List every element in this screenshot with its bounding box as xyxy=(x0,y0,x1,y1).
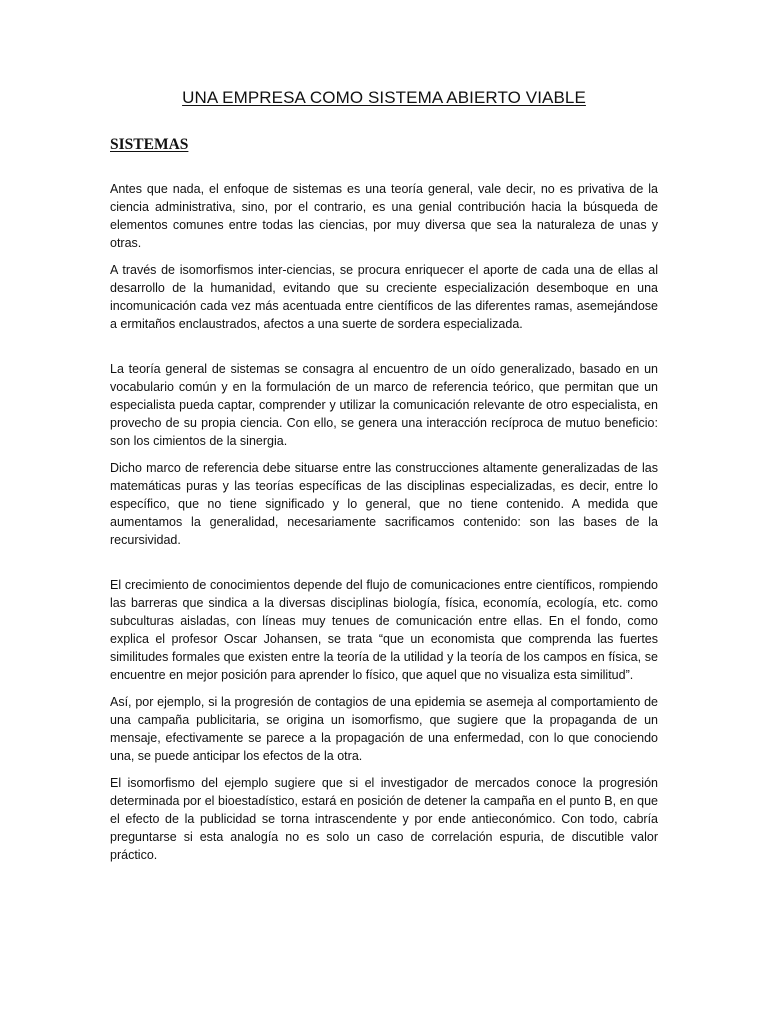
paragraph: Dicho marco de referencia debe situarse entre las construcciones altamente generalizadas de las matemáticas puras y las teorías específicas de las disciplinas especializadas, es decir, entre lo específico, que no tiene significado y lo general, que no tiene contenido. A medida que aumentamos la generalidad, necesariamente sacrificamos contenido: son las bases de la recursividad. xyxy=(110,461,658,547)
paragraph: El crecimiento de conocimientos depende del flujo de comunicaciones entre científicos, rompiendo las barreras que sindica a la diversas disciplinas biología, física, economía, ecología, etc. como subculturas aisladas, con líneas muy tenues de comunicación entre ellas. En el fondo, como explica el profesor Oscar Johansen, se trata “que un economista que comprenda las fuertes similitudes formales que existen entre la teoría de la utilidad y la teoría de los campos en física, se encuentre en mejor posición para aprender lo físico, que aquel que no visualiza esta similitud”. xyxy=(110,578,658,682)
document-title: UNA EMPRESA COMO SISTEMA ABIERTO VIABLE xyxy=(182,88,586,107)
document-body xyxy=(110,180,658,864)
paragraph: El isomorfismo del ejemplo sugiere que si el investigador de mercados conoce la progresión determinada por el bioestadístico, estará en posición de detener la campaña en el punto B, en que el efecto de la publicidad se torna intrascendente y por ende antieconómico. Con todo, cabría preguntarse si esta analogía no es solo un caso de correlación espuria, de discutible valor práctico. xyxy=(110,776,658,862)
paragraph: La teoría general de sistemas se consagra al encuentro de un oído generalizado, basado en un vocabulario común y en la formulación de un marco de referencia teórico, que permitan que un especialista pueda captar, comprender y utilizar la comunicación relevante de otro especialista, en provecho de su propia ciencia. Con ello, se genera una interacción recíproca de mutuo beneficio: son los cimientos de la sinergia. xyxy=(110,362,658,448)
paragraph: A través de isomorfismos inter-ciencias, se procura enriquecer el aporte de cada una de ellas al desarrollo de la humanidad, evitando que su creciente especialización desemboque en una incomunicación cada vez más acentuada entre científicos de las diferentes ramas, asemejándose a ermitaños enclaustrados, afectos a una suerte de sordera especializada. xyxy=(110,263,658,331)
paragraph: Así, por ejemplo, si la progresión de contagios de una epidemia se asemeja al comportamiento de una campaña publicitaria, se origina un isomorfismo, que sugiere que la propaganda de un mensaje, efectivamente se parece a la propagación de una enfermedad, con lo que conociendo una, se puede anticipar los efectos de la otra. xyxy=(110,695,658,763)
section-heading: SISTEMAS xyxy=(110,136,189,153)
paragraph: Antes que nada, el enfoque de sistemas es una teoría general, vale decir, no es privativa de la ciencia administrativa, sino, por el contrario, es una genial contribución hacia la búsqueda de elementos comunes entre todas las ciencias, por muy diversa que sea la naturaleza de unas y otras. xyxy=(110,182,658,250)
